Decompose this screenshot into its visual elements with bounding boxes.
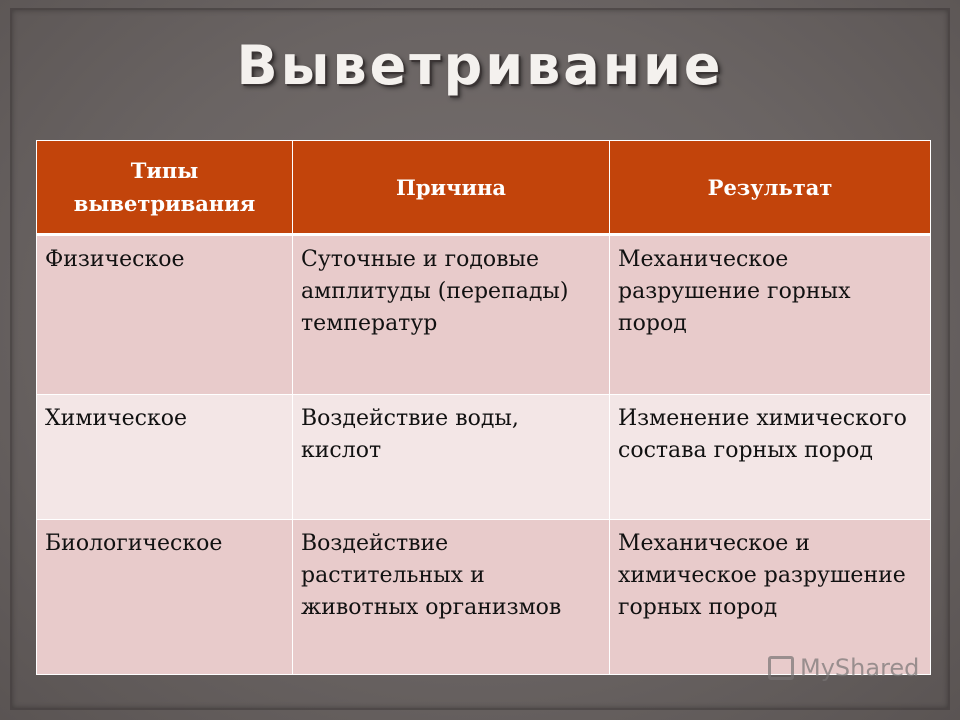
header-cause: Причина [293, 141, 610, 235]
table-row [37, 520, 931, 675]
table-row [37, 235, 931, 395]
weathering-table [36, 140, 931, 675]
table-header-row [37, 141, 931, 235]
header-result: Результат [610, 141, 931, 235]
cell-result: Изменение химического состава горных пород [610, 395, 931, 520]
cell-type: Физическое [37, 235, 293, 395]
cell-cause: Воздействие воды, кислот [293, 395, 610, 520]
watermark [768, 654, 919, 682]
header-types: Типы выветривания [37, 141, 293, 235]
watermark-text: MyShared [800, 654, 920, 682]
cell-type: Биологическое [37, 520, 293, 675]
cell-result: Механическое разрушение горных пород [610, 235, 931, 395]
cell-cause: Суточные и годовые амплитуды (перепады) температур [293, 235, 610, 395]
slide-title: Выветривание [236, 34, 724, 97]
cell-type: Химическое [37, 395, 293, 520]
table-row [37, 395, 931, 520]
cell-result: Механическое и химическое разрушение горных пород [610, 520, 931, 675]
cell-cause: Воздействие растительных и животных организмов [293, 520, 610, 675]
watermark-logo-icon [768, 656, 794, 680]
